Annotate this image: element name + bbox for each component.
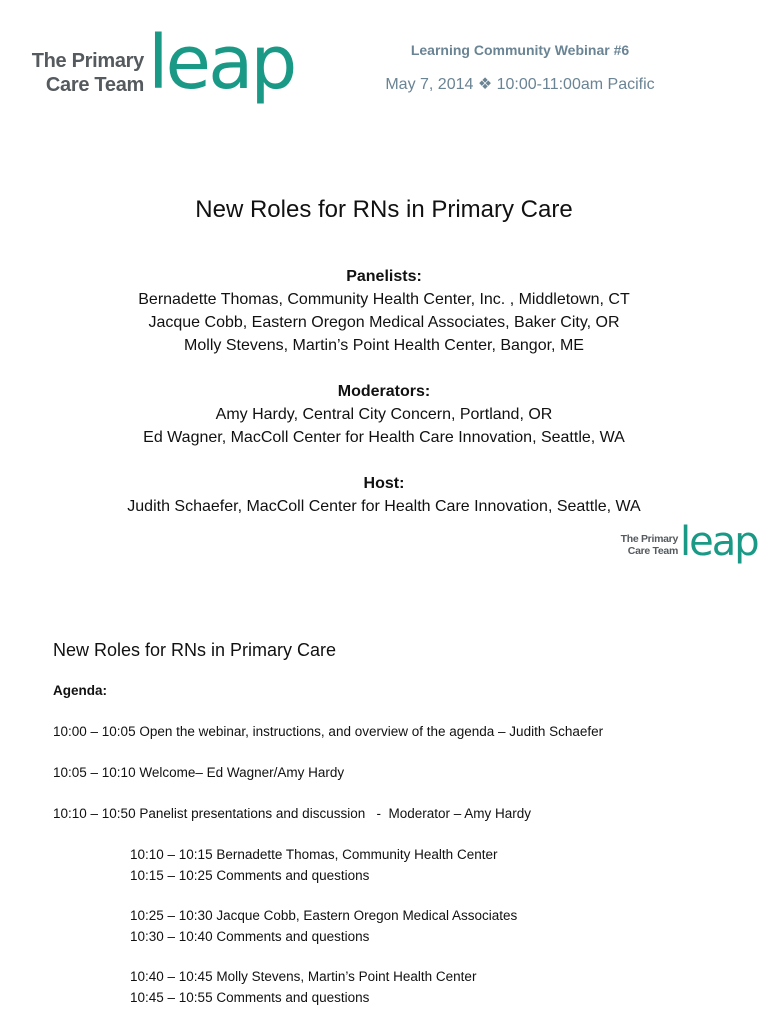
host-item: Judith Schaefer, MacColl Center for Health Care Innovation, Seattle, WA	[127, 498, 641, 515]
agenda-subitem: 10:10 – 10:15 Bernadette Thomas, Community Health Center	[130, 847, 498, 862]
agenda-label: Agenda:	[53, 683, 107, 698]
webinar-label: Learning Community Webinar #6	[410, 42, 630, 58]
panelists-section	[0, 265, 768, 357]
agenda-subitem: 10:30 – 10:40 Comments and questions	[130, 929, 370, 944]
moderator-item: Amy Hardy, Central City Concern, Portland, OR	[215, 406, 553, 423]
date-time: May 7, 2014 ❖ 10:00-11:00am Pacific	[385, 76, 655, 93]
logo-text-line1: The Primary	[31, 50, 144, 72]
agenda-item: 10:10 – 10:50 Panelist presentations and discussion - Moderator – Amy Hardy	[53, 806, 532, 821]
logo-small-leap-wordmark: leap	[680, 519, 758, 565]
moderators-heading: Moderators:	[337, 383, 431, 400]
logo-text-line2: Care Team	[45, 74, 144, 96]
agenda-subitem: 10:40 – 10:45 Molly Stevens, Martin’s Point Health Center	[130, 969, 477, 984]
agenda-item: 10:05 – 10:10 Welcome– Ed Wagner/Amy Hardy	[53, 765, 345, 780]
agenda-subitem: 10:45 – 10:55 Comments and questions	[130, 990, 370, 1005]
page-title: New Roles for RNs in Primary Care	[195, 196, 573, 223]
logo-small-text-line1: The Primary	[620, 533, 678, 545]
agenda-item: 10:00 – 10:05 Open the webinar, instructions, and overview of the agenda – Judith Schaefer	[53, 724, 604, 739]
moderator-item: Ed Wagner, MacColl Center for Health Care Innovation, Seattle, WA	[143, 429, 625, 446]
agenda-section-title: New Roles for RNs in Primary Care	[53, 640, 337, 660]
panelist-item: Bernadette Thomas, Community Health Center, Inc. , Middletown, CT	[138, 291, 630, 308]
panelists-heading: Panelists:	[346, 268, 422, 285]
moderators-section	[0, 380, 768, 449]
panelist-item: Molly Stevens, Martin’s Point Health Center, Bangor, ME	[184, 337, 584, 354]
host-heading: Host:	[363, 475, 405, 492]
panelist-item: Jacque Cobb, Eastern Oregon Medical Associates, Baker City, OR	[148, 314, 620, 331]
agenda-subitem: 10:25 – 10:30 Jacque Cobb, Eastern Oregon Medical Associates	[130, 908, 518, 923]
host-section	[0, 472, 768, 518]
logo-small-text-line2: Care Team	[627, 545, 678, 557]
agenda-subitem: 10:15 – 10:25 Comments and questions	[130, 868, 370, 883]
logo-leap-wordmark: leap	[148, 20, 295, 106]
